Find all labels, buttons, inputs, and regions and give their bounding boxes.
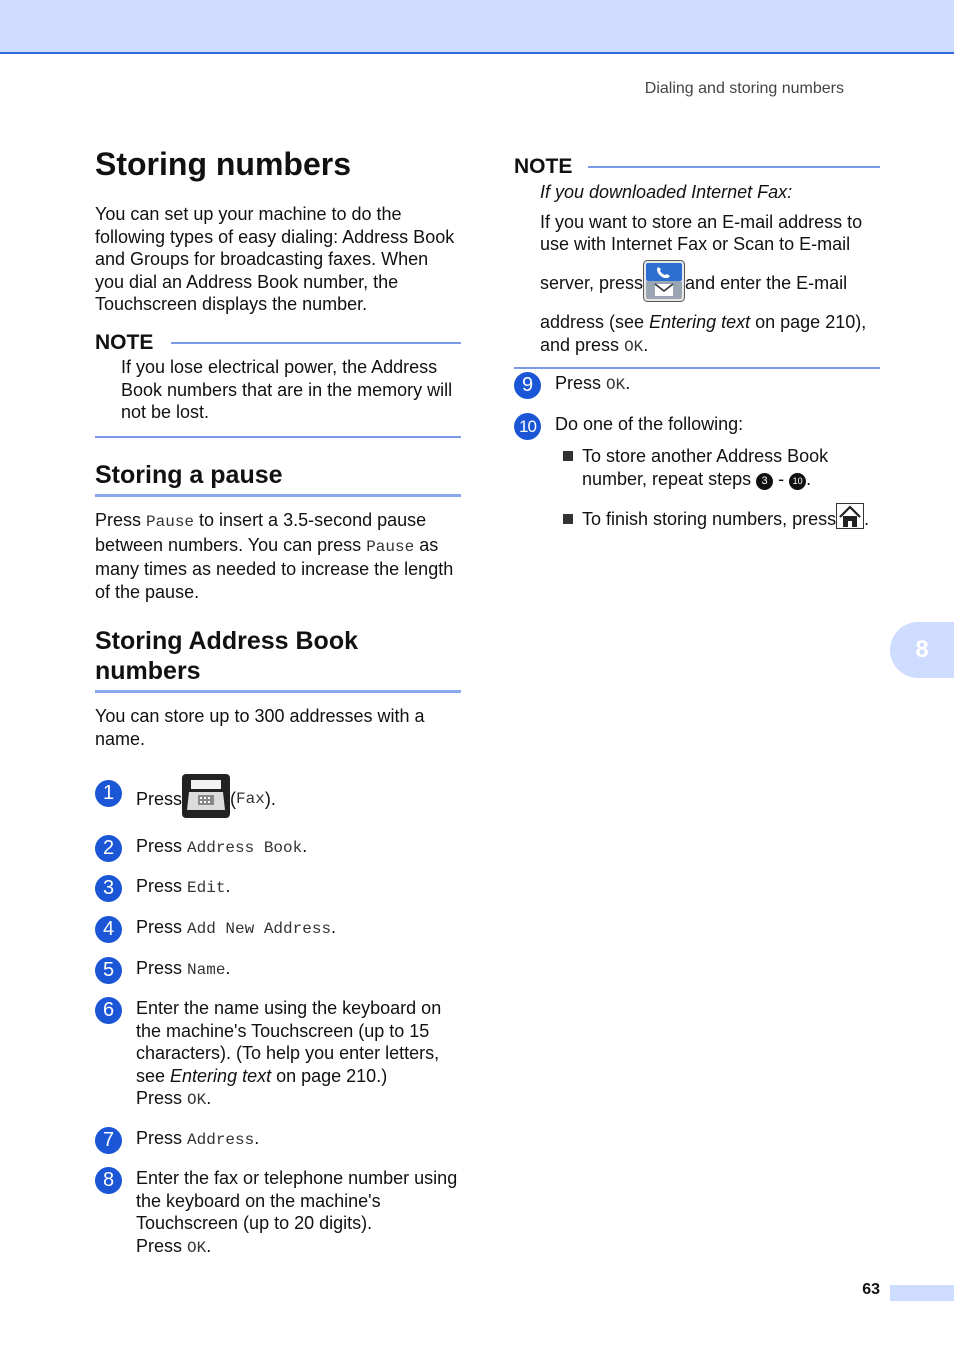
step-key: Name	[187, 961, 226, 979]
step-key: Add New Address	[187, 920, 332, 938]
note-italic-line: If you downloaded Internet Fax:	[540, 182, 793, 202]
step-3	[95, 875, 461, 900]
fax-icon	[182, 774, 230, 824]
step-key: OK	[606, 376, 626, 394]
step-5	[95, 957, 461, 982]
step-text: Do one of the following:	[555, 414, 744, 434]
note-line-address: address (see Entering text on page 210), and press OK.	[540, 312, 867, 356]
step-text: Press Edit.	[136, 876, 231, 897]
note-text: If you lose electrical power, the Address Book numbers that are in the memory will not be lost.	[121, 357, 453, 422]
step-number: 6	[95, 997, 122, 1024]
step-number: 3	[95, 875, 122, 902]
pause-key: Pause	[366, 537, 415, 556]
chapter-tab: 8	[890, 622, 954, 678]
step-key: Edit	[187, 879, 226, 897]
step-number: 8	[95, 1167, 122, 1194]
note-title: NOTE	[514, 155, 573, 178]
step-7	[95, 1127, 461, 1152]
pause-key: Pause	[146, 513, 195, 531]
step-key: Address	[187, 1131, 255, 1149]
step-number: 5	[95, 957, 122, 984]
steps-list	[95, 0, 461, 1348]
step-key: Fax	[236, 789, 265, 808]
step-text: Press Add New Address.	[136, 917, 337, 938]
note-key: OK	[624, 337, 644, 356]
home-icon	[836, 503, 864, 535]
bullet-text: To store another Address Book number, repeat steps 3 - 10 .	[582, 446, 829, 489]
step-text: Press ( Fax ).	[136, 774, 461, 824]
note-line-server: server, press and enter the E-mail	[540, 260, 880, 308]
step-text: Enter the fax or telephone number using the keyboard on the machine's Touchscreen (up to 20 digits). Press OK.	[136, 1168, 458, 1257]
note-bottom-rule	[514, 367, 880, 369]
bullet-item	[563, 445, 881, 490]
bullet-item	[563, 503, 881, 535]
bullet-list	[563, 445, 881, 535]
address-book-heading: Storing Address Book numbers	[95, 626, 461, 693]
step-key: Address Book	[187, 839, 303, 857]
pause-heading: Storing a pause	[95, 460, 461, 497]
step-10	[514, 413, 880, 436]
step-2	[95, 835, 461, 860]
step-ref: 3	[756, 473, 773, 490]
step-number: 1	[95, 780, 122, 807]
running-header: Dialing and storing numbers	[644, 80, 844, 97]
note-rule	[588, 166, 880, 168]
step-number: 10	[514, 413, 541, 440]
intro-text: You can set up your machine to do the following types of easy dialing: Address Book and Groups for broadcasting faxes. When you dial an Address Book number, the Touchscreen displays the number.	[95, 204, 455, 314]
step-key: OK	[187, 1238, 207, 1257]
note-title: NOTE	[95, 331, 154, 354]
step-key: OK	[187, 1091, 207, 1109]
page-title: Storing numbers	[95, 146, 352, 182]
step-4	[95, 916, 461, 941]
step-number: 4	[95, 916, 122, 943]
step-number: 9	[514, 372, 541, 399]
bullet-square	[563, 514, 573, 524]
pause-text: Press Pause to insert a 3.5-second pause between numbers. You can press Pause as many times as needed to increase the length of the pause.	[95, 510, 454, 602]
bullet-square	[563, 451, 573, 461]
step-number: 2	[95, 835, 122, 862]
step-1	[95, 774, 461, 824]
step-text: Press Name.	[136, 958, 231, 979]
bullet-text: To finish storing numbers, press .	[582, 503, 869, 535]
note-internet-fax	[514, 155, 880, 369]
phone-mail-icon	[643, 260, 685, 308]
step-text: Press Address.	[136, 1128, 260, 1149]
note-line: If you want to store an E-mail address to use with Internet Fax or Scan to E-mail	[540, 211, 863, 254]
step-9	[514, 372, 880, 397]
step-text: Enter the name using the keyboard on the machine's Touchscreen (up to 15 characters). (To help you enter letters, see Entering text on page 210.) Press OK.	[136, 998, 442, 1109]
step-text: Press Address Book.	[136, 836, 308, 857]
note-body	[514, 181, 880, 358]
step-8	[95, 1167, 461, 1259]
step-6	[95, 997, 461, 1112]
step-text: Press OK.	[555, 373, 631, 394]
page-tab	[890, 1285, 954, 1301]
step-number: 7	[95, 1127, 122, 1154]
page-number: 63	[862, 1281, 880, 1298]
step-ref: 10	[789, 473, 806, 490]
note-header	[514, 155, 880, 179]
address-book-intro: You can store up to 300 addresses with a name.	[95, 706, 425, 749]
